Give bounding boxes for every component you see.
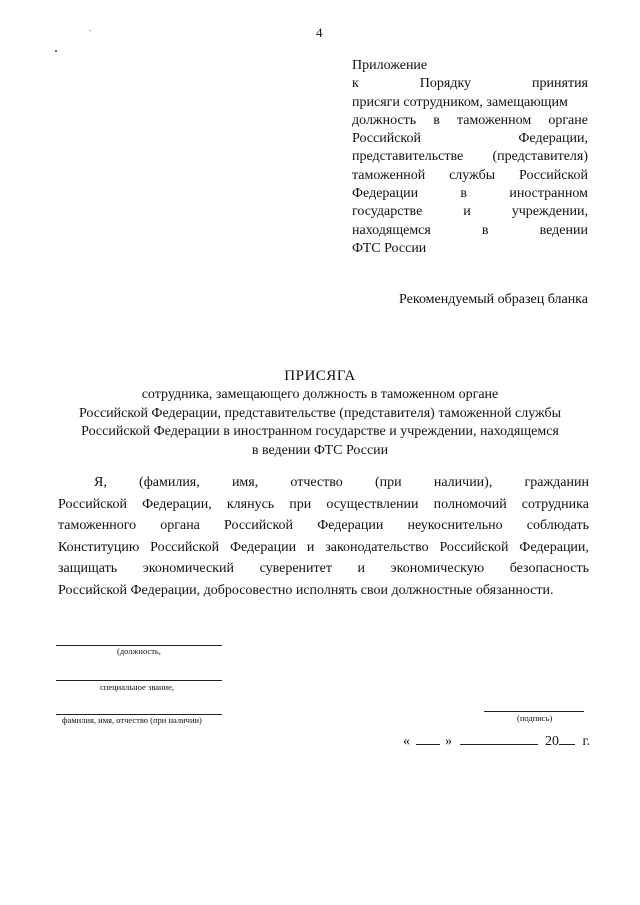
text-line <box>352 167 588 185</box>
word: представительстве <box>352 149 464 165</box>
text-line <box>352 112 588 130</box>
text-line <box>352 130 588 148</box>
date-close-quote: » <box>445 734 452 749</box>
name-caption: фамилия, имя, отчество (при наличии) <box>62 715 202 725</box>
oath-subtitle <box>40 386 600 460</box>
appendix-block <box>352 57 588 258</box>
month-blank <box>460 731 538 745</box>
word: наличии), <box>433 475 493 490</box>
word: службы <box>449 167 496 183</box>
word: Российской <box>439 539 509 555</box>
year-blank <box>559 731 575 745</box>
word: осуществлении <box>326 496 419 512</box>
text-line <box>58 537 589 559</box>
date-open-quote: « <box>403 734 410 749</box>
rank-caption: специальное звание, <box>100 682 174 692</box>
word: Российской Федерации, добросовестно исполнять свои должностные обязанности. <box>58 582 554 598</box>
word: экономический <box>142 561 234 576</box>
word: Федерации <box>317 518 384 533</box>
word: таможенного <box>58 518 137 533</box>
word: в <box>460 186 468 202</box>
text-line <box>58 494 589 516</box>
word: и <box>357 561 366 576</box>
word: Российской <box>224 518 294 533</box>
oath-subtitle-line: сотрудника, замещающего должность в таможенном органе <box>141 387 499 402</box>
word: Российской <box>519 167 588 183</box>
signature-line <box>484 711 584 712</box>
oath-body <box>58 472 589 601</box>
word: органа <box>160 518 200 533</box>
word: иностранном <box>509 186 588 202</box>
word: ФТС России <box>352 240 427 256</box>
word: государстве <box>352 204 423 220</box>
word: Федерации <box>352 186 419 202</box>
word: Конституцию <box>58 539 140 555</box>
word: в <box>433 112 440 128</box>
oath-subtitle-line: Российской Федерации в иностранном государстве и учреждении, находящемся <box>81 424 559 439</box>
word: (при <box>375 475 402 490</box>
word: безопасность <box>509 561 589 576</box>
text-line <box>352 75 588 93</box>
word: гражданин <box>524 475 589 490</box>
word: Федерации, <box>518 131 588 147</box>
word: Российской <box>352 131 421 147</box>
text-line <box>352 185 588 203</box>
word: полномочий <box>433 496 507 512</box>
text-line <box>352 203 588 221</box>
word: таможенном <box>456 112 532 128</box>
word: при <box>289 496 312 512</box>
word: Федерации, <box>142 496 212 512</box>
word: и <box>463 204 471 220</box>
word: сотрудника <box>521 496 589 512</box>
text-line <box>352 222 588 240</box>
word: Федерации <box>229 539 297 555</box>
word: Российской <box>58 496 127 512</box>
word: экономическую <box>390 561 485 576</box>
word: суверенитет <box>259 561 332 576</box>
rank-line <box>56 680 222 681</box>
oath-title: ПРИСЯГА <box>284 368 356 384</box>
word: принятия <box>532 76 588 92</box>
scan-speck <box>55 50 57 52</box>
word: присяги сотрудником, замещающим <box>352 94 568 110</box>
oath-subtitle-line: Российской Федерации, представительстве (представителя) таможенной службы <box>78 405 562 421</box>
day-blank <box>416 731 440 745</box>
text-line <box>58 515 589 537</box>
text-line <box>352 148 588 166</box>
page-number: 4 <box>316 25 323 40</box>
word: таможенной <box>352 167 426 183</box>
word: клянусь <box>226 496 275 512</box>
word: в <box>481 222 489 238</box>
word: находящемся <box>352 222 431 238</box>
word: (фамилия, <box>139 475 200 490</box>
date-line <box>403 731 590 750</box>
word: (представителя) <box>492 149 588 165</box>
word: защищать <box>58 561 118 576</box>
word: и <box>306 539 315 555</box>
word: законодательство <box>325 539 429 555</box>
word: Российской <box>150 539 220 555</box>
word: имя, <box>231 475 259 490</box>
word: Порядку <box>419 76 472 92</box>
word: органе <box>548 112 588 128</box>
word: Приложение <box>352 58 428 73</box>
word: ведении <box>539 222 588 238</box>
year-prefix: 20 <box>545 734 559 749</box>
year-suffix: г. <box>582 734 591 749</box>
word: неукоснительно <box>407 518 503 533</box>
signature-caption: (подпись) <box>517 713 553 723</box>
text-line <box>58 472 589 494</box>
oath-subtitle-line: в ведении ФТС России <box>251 442 389 458</box>
scan-speck <box>90 30 91 31</box>
word: соблюдать <box>526 518 589 533</box>
position-caption: (должность, <box>117 646 161 656</box>
text-line <box>352 57 588 75</box>
text-line <box>58 580 589 602</box>
word: учреждении, <box>511 204 588 220</box>
text-line <box>58 558 589 580</box>
text-line <box>352 94 588 112</box>
word: Федерации, <box>519 539 589 555</box>
word: отчество <box>290 475 343 490</box>
recommended-form-label: Рекомендуемый образец бланка <box>399 292 588 307</box>
word: к <box>352 76 359 92</box>
word: Я, <box>94 475 107 490</box>
text-line <box>352 240 588 258</box>
word: должность <box>352 112 417 128</box>
